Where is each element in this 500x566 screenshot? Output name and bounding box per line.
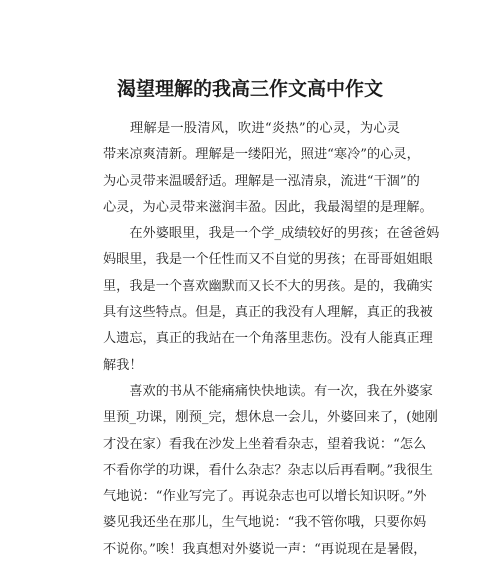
body-line: 妈眼里，我是一个任性而又不自觉的男孩；在哥哥姐姐眼 [103,252,433,268]
body-line: 人遗忘，真正的我站在一个角落里悲伤。没有人能真正理 [103,331,433,347]
body-line: 不看你学的功课，看什么杂志？杂志以后再看啊。”我很生 [103,462,433,478]
body-line: 心灵，为心灵带来滋润丰盈。因此，我最渴望的是理解。 [103,199,433,215]
body-line: 里，我是一个喜欢幽默而又长不大的男孩。是的，我确实 [103,278,433,294]
body-line: 具有这些特点。但是，真正的我没有人理解，真正的我被 [103,305,433,321]
essay-body [103,116,440,563]
body-line: 带来凉爽清新。理解是一缕阳光，照进“寒冷”的心灵， [103,147,420,163]
body-line: 在外婆眼里，我是一个学_成绩较好的男孩；在爸爸妈 [103,226,440,242]
body-line: 为心灵带来温暖舒适。理解是一泓清泉，流进“干涸”的 [103,173,420,189]
body-line: 婆见我还坐在那儿，生气地说：“我不管你哦，只要你妈 [103,515,427,531]
body-line: 解我！ [103,357,143,373]
body-line: 气地说：“作业写完了。再说杂志也可以增长知识呀。”外 [103,489,427,505]
body-line: 理解是一股清风，吹进“炎热”的心灵，为心灵 [103,121,400,136]
body-line: 喜欢的书从不能痛痛快快地读。有一次，我在外婆家 [103,383,433,399]
body-line: 才没在家）看我在沙发上坐着看杂志，望着我说：“怎么 [103,436,427,452]
essay-title: 渴望理解的我高三作文高中作文 [116,78,383,100]
body-line: 不说你。”唉！我真想对外婆说一声：“再说现在是暑假， [103,541,427,557]
body-line: 里预_功课，刚预_完，想休息一会儿，外婆回来了，(她刚 [103,410,438,426]
